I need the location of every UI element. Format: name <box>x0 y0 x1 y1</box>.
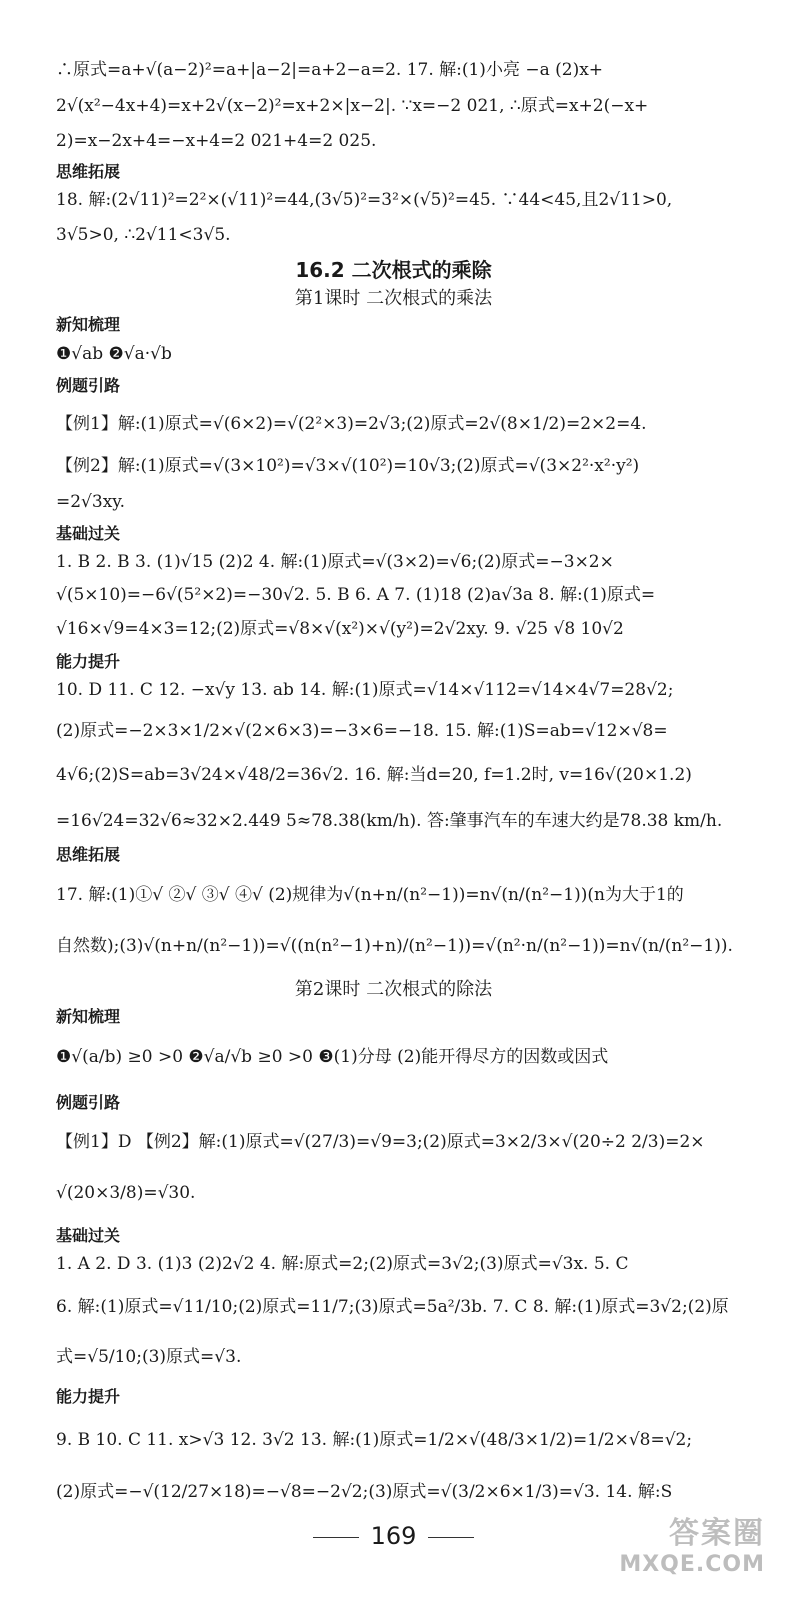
watermark-logo <box>619 1508 765 1577</box>
text-line: 自然数);(3)√(n+n/(n²−1))=√((n(n²−1)+n)/(n²−1))=√(n²·n/(n²−1))=n√(n/(n²−1)). <box>56 936 733 956</box>
text-line: ❶√ab ❷√a·√b <box>56 344 172 364</box>
watermark-url: MXQE.COM <box>619 1552 765 1577</box>
section-heading: 能力提升 <box>56 1387 121 1406</box>
text-line: 2)=x−2x+4=−x+4=2 021+4=2 025. <box>56 131 377 151</box>
page-number-left-dash <box>313 1537 359 1538</box>
text-line: 2√(x²−4x+4)=x+2√(x−2)²=x+2×|x−2|. ∵x=−2 021, ∴原式=x+2(−x+ <box>56 96 649 116</box>
text-line: 1. B 2. B 3. (1)√15 (2)2 4. 解:(1)原式=√(3×2)=√6;(2)原式=−3×2× <box>56 552 614 572</box>
text-line: √16×√9=4×3=12;(2)原式=√8×√(x²)×√(y²)=2√2xy. 9. √25 √8 10√2 <box>56 619 624 639</box>
text-line: 10. D 11. C 12. −x√y 13. ab 14. 解:(1)原式=√14×√112=√14×4√7=28√2; <box>56 680 674 700</box>
text-line: 4√6;(2)S=ab=3√24×√48/2=36√2. 16. 解:当d=20, f=1.2时, v=16√(20×1.2) <box>56 765 692 785</box>
text-line: ∴原式=a+√(a−2)²=a+|a−2|=a+2−a=2. 17. 解:(1)小亮 −a (2)x+ <box>56 60 604 80</box>
text-line: 18. 解:(2√11)²=2²×(√11)²=44,(3√5)²=3²×(√5)²=45. ∵44<45,且2√11>0, <box>56 190 673 210</box>
text-line: (2)原式=−2×3×1/2×√(2×6×3)=−3×6=−18. 15. 解:(1)S=ab=√12×√8= <box>56 721 668 741</box>
section-heading: 例题引路 <box>56 1093 121 1112</box>
text-line: 式=√5/10;(3)原式=√3. <box>56 1347 242 1367</box>
section-heading: 思维拓展 <box>56 845 121 864</box>
text-line: 【例2】解:(1)原式=√(3×10²)=√3×√(10²)=10√3;(2)原式=√(3×2²·x²·y²) <box>56 456 640 476</box>
text-line: =2√3xy. <box>56 492 126 512</box>
text-line: 1. A 2. D 3. (1)3 (2)2√2 4. 解:原式=2;(2)原式=3√2;(3)原式=√3x. 5. C <box>56 1254 629 1274</box>
text-line: √(5×10)=−6√(5²×2)=−30√2. 5. B 6. A 7. (1)18 (2)a√3a 8. 解:(1)原式= <box>56 585 656 605</box>
text-line: 9. B 10. C 11. x>√3 12. 3√2 13. 解:(1)原式=1/2×√(48/3×1/2)=1/2×√8=√2; <box>56 1430 693 1450</box>
text-line: √(20×3/8)=√30. <box>56 1183 196 1203</box>
section-heading: 基础过关 <box>56 1226 121 1245</box>
text-line: 【例1】解:(1)原式=√(6×2)=√(2²×3)=2√3;(2)原式=2√(8×1/2)=2×2=4. <box>56 414 647 434</box>
section-heading: 例题引路 <box>56 376 121 395</box>
page-number-value: 169 <box>370 1522 417 1550</box>
text-line: ❶√(a/b) ≥0 >0 ❷√a/√b ≥0 >0 ❸(1)分母 (2)能开得尽方的因数或因式 <box>56 1047 609 1067</box>
text-line: (2)原式=−√(12/27×18)=−√8=−2√2;(3)原式=√(3/2×6×1/3)=√3. 14. 解:S <box>56 1482 673 1502</box>
lesson-title: 第2课时 二次根式的除法 <box>294 979 493 1000</box>
text-line: 【例1】D 【例2】解:(1)原式=√(27/3)=√9=3;(2)原式=3×2/3×√(20÷2 2/3)=2× <box>56 1132 705 1152</box>
text-line: 6. 解:(1)原式=√11/10;(2)原式=11/7;(3)原式=5a²/3b. 7. C 8. 解:(1)原式=3√2;(2)原 <box>56 1297 729 1317</box>
section-heading: 基础过关 <box>56 524 121 543</box>
section-title: 16.2 二次根式的乘除 <box>295 258 492 282</box>
text-line: 17. 解:(1)①√ ②√ ③√ ④√ (2)规律为√(n+n/(n²−1))=n√(n/(n²−1))(n为大于1的 <box>56 885 684 905</box>
text-line: 3√5>0, ∴2√11<3√5. <box>56 225 231 245</box>
section-heading: 新知梳理 <box>56 1007 121 1026</box>
section-heading: 新知梳理 <box>56 315 121 334</box>
watermark-logo-text: 答案圈 <box>669 1516 765 1551</box>
text-line: =16√24=32√6≈32×2.449 5≈78.38(km/h). 答:肇事汽车的车速大约是78.38 km/h. <box>56 811 723 831</box>
page-number-right-dash <box>428 1537 474 1538</box>
lesson-title: 第1课时 二次根式的乘法 <box>294 288 493 309</box>
section-heading: 能力提升 <box>56 652 121 671</box>
section-heading: 思维拓展 <box>56 162 121 181</box>
